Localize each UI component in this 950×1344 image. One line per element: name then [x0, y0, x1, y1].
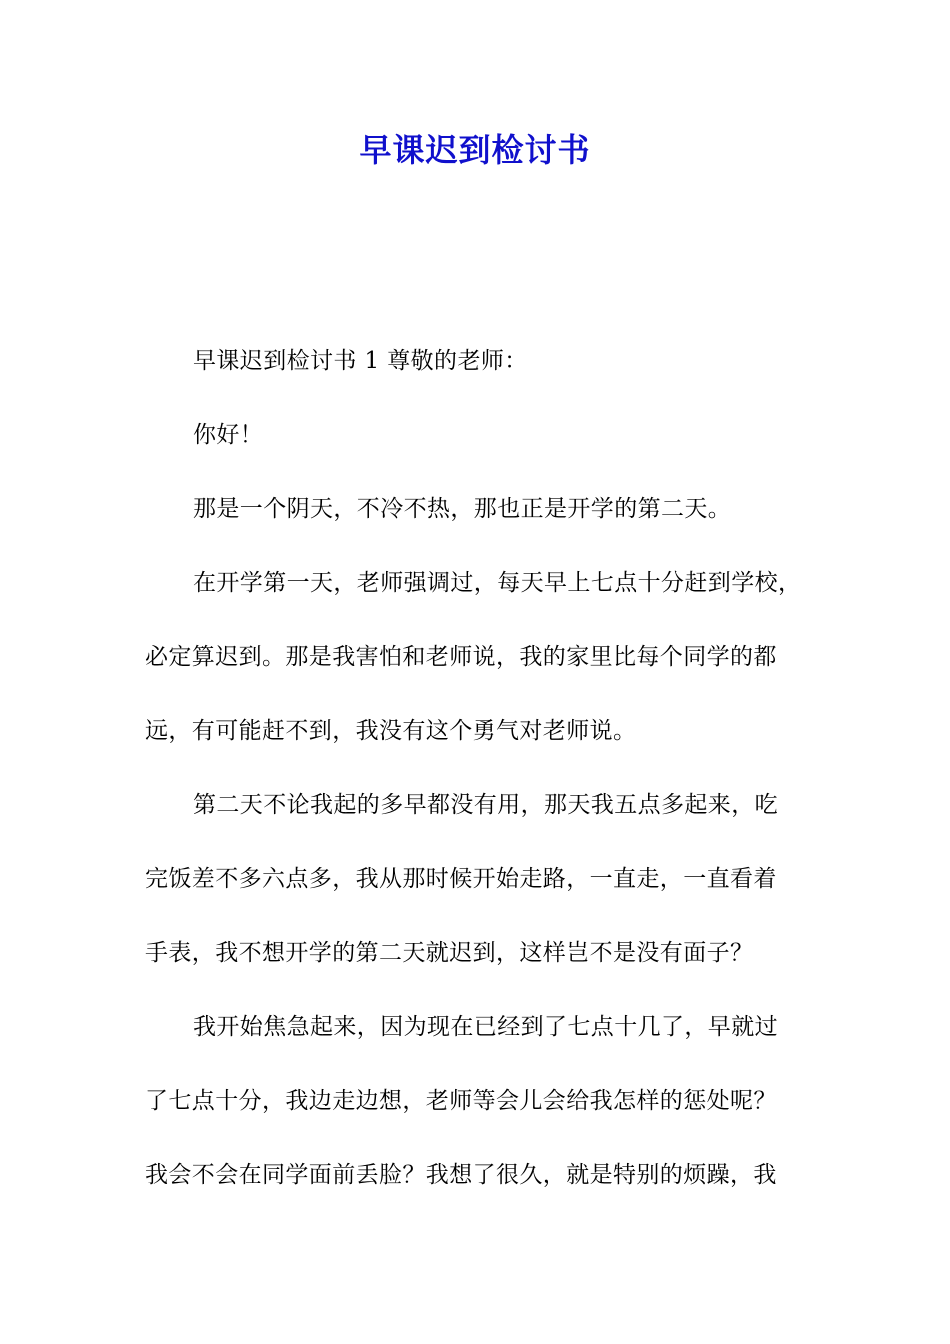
paragraph-line: 远，有可能赶不到，我没有这个勇气对老师说。 [145, 718, 637, 744]
paragraph-line: 完饭差不多六点多，我从那时候开始走路，一直走，一直看着 [145, 866, 777, 892]
paragraph-line: 你好！ [193, 422, 264, 448]
paragraph-line: 了七点十分，我边走边想，老师等会儿会给我怎样的惩处呢？ [145, 1088, 777, 1114]
paragraph-line: 我会不会在同学面前丢脸？我想了很久，就是特别的烦躁，我 [145, 1162, 777, 1188]
paragraph-line: 那是一个阴天，不冷不热，那也正是开学的第二天。 [193, 496, 732, 522]
paragraph-line: 手表，我不想开学的第二天就迟到，这样岂不是没有面子？ [145, 940, 754, 966]
paragraph-line: 早课迟到检讨书 1 尊敬的老师： [193, 348, 528, 374]
paragraph-line: 我开始焦急起来，因为现在已经到了七点十几了，早就过 [193, 1014, 778, 1040]
paragraph-line: 在开学第一天，老师强调过，每天早上七点十分赶到学校， [193, 570, 802, 596]
paragraph-line: 必定算迟到。那是我害怕和老师说，我的家里比每个同学的都 [145, 644, 777, 670]
paragraph-line: 第二天不论我起的多早都没有用，那天我五点多起来，吃 [193, 792, 778, 818]
document-title: 早课迟到检讨书 [359, 131, 591, 169]
